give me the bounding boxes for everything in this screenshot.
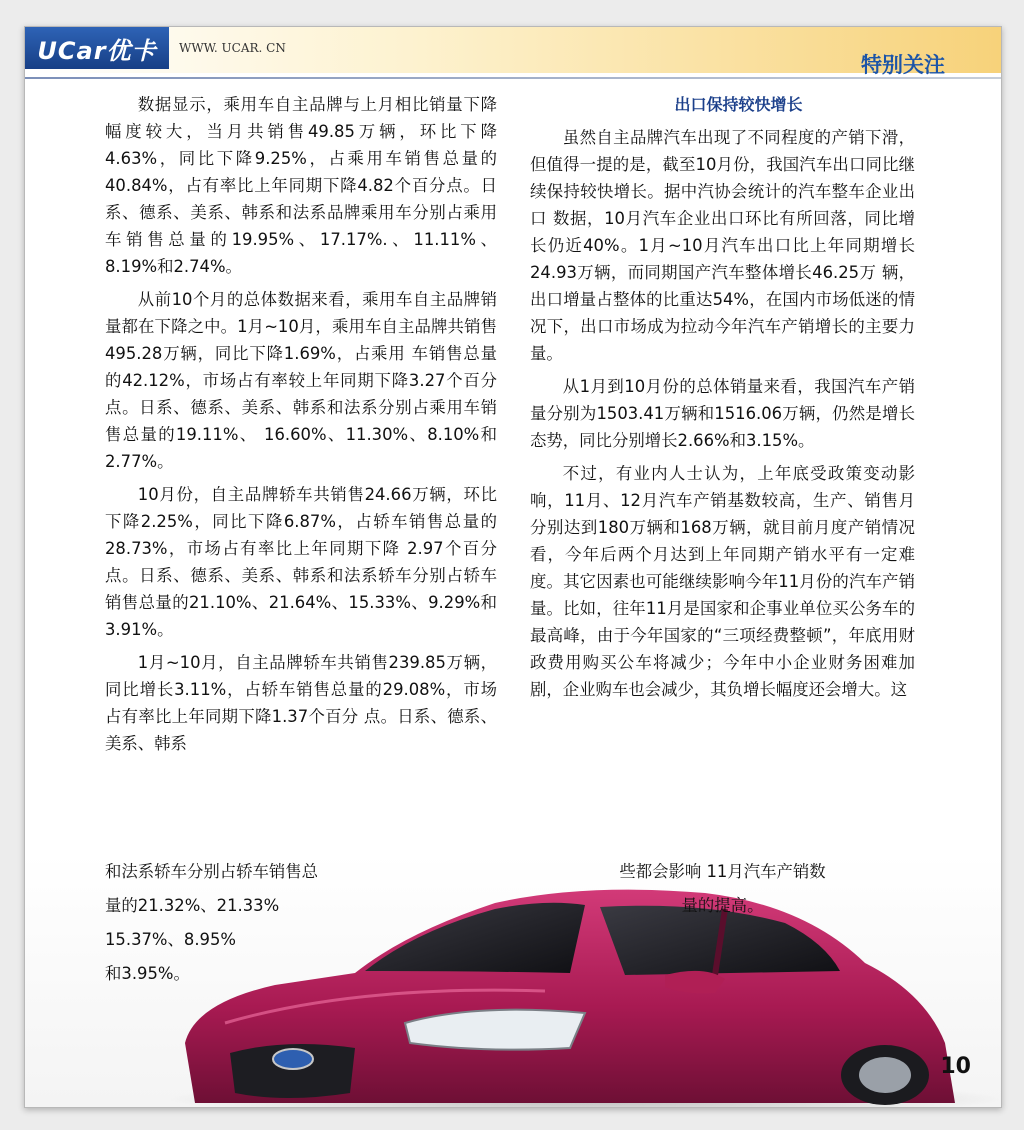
text-line: 和法系轿车分别占轿车销售总	[105, 862, 319, 881]
text-line: 些都会影响 11月汽车产销数	[619, 862, 826, 881]
header-bar	[25, 27, 1001, 73]
paragraph: 数据显示，乘用车自主品牌与上月相比销量下降幅度较大，当月共销售49.85万辆，环比下降4.63%，同比下降9.25%，占乘用车销售总量的 40.84%，占有率比上年同期下降4.82个百分点。日系、德系、美系、韩系和法系品牌乘用车分别占乘用车销售总量的19.95%、17.17%.、11.11%、8.19%和2.74%。	[105, 95, 497, 276]
right-column-tail	[530, 855, 915, 923]
car-headlight	[405, 1010, 585, 1050]
section-tag: 特别关注	[861, 53, 945, 77]
paragraph: 从1月到10月份的总体销量来看，我国汽车产销量分别为1503.41万辆和1516.06万辆，仍然是增长态势，同比分别增长2.66%和3.15%。	[530, 377, 915, 450]
text-line: 量的提高。	[681, 896, 764, 915]
page-number: 10	[940, 1054, 971, 1079]
paragraph: 从前10个月的总体数据来看，乘用车自主品牌销量都在下降之中。1月~10月，乘用车自主品牌共销售495.28万辆，同比下降1.69%，占乘用 车销售总量的42.12%，市场占有率较上年同期下降3.27个百分点。日系、德系、美系、韩系和法系分别占乘用车销售总量的19.11%、 16.60%、11.30%、8.10%和2.77%。	[105, 290, 497, 471]
paragraph: 1月~10月，自主品牌轿车共销售239.85万辆，同比增长3.11%，占轿车销售总量的29.08%，市场占有率比上年同期下降1.37个百分 点。日系、德系、美系、韩系	[105, 653, 497, 753]
header-divider	[25, 77, 1001, 79]
left-column-tail	[105, 855, 505, 991]
left-column	[105, 91, 497, 763]
text-line: 量的21.32%、21.33%	[105, 896, 280, 915]
section-heading: 出口保持较快增长	[674, 95, 803, 114]
site-url: WWW. UCAR. CN	[179, 41, 286, 55]
paragraph: 不过，有业内人士认为，上年底受政策变动影响，11月、12月汽车产销基数较高，生产、销售月分别达到180万辆和168万辆，就目前月度产销情况 看，今年后两个月达到上年同期产销水平有一定难度。其它因素也可能继续影响今年11月份的汽车产销量。比如，往年11月是国家和企事业单位买公务车的最高峰，由于今年国家的“三项经费整顿”，年底用财政费用购买公车将减少；今年中小企业财务困难加剧，企业购车也会减少，其负增长幅度还会增大。这	[530, 464, 915, 699]
car-badge	[273, 1049, 313, 1069]
paragraph: 10月份，自主品牌轿车共销售24.66万辆，环比下降2.25%，同比下降6.87%，占轿车销售总量的28.73%，市场占有率比上年同期下降 2.97个百分点。日系、德系、美系、韩系和法系轿车分别占轿车销售总量的21.10%、21.64%、15.33%、9.29%和3.91%。	[105, 485, 497, 639]
logo-text: UCar优卡	[37, 36, 157, 65]
magazine-page	[24, 26, 1002, 1108]
ucar-logo[interactable]	[25, 27, 169, 69]
right-column	[530, 91, 915, 709]
text-line: 和3.95%。	[105, 964, 190, 983]
paragraph: 虽然自主品牌汽车出现了不同程度的产销下滑，但值得一提的是，截至10月份，我国汽车出口同比继续保持较快增长。据中汽协会统计的汽车整车企业出口 数据，10月汽车企业出口环比有所回落，同比增长仍近40%。1月~10月汽车出口比上年同期增长24.93万辆，而同期国产汽车整体增长46.25万 辆，出口增量占整体的比重达54%，在国内市场低迷的情况下，出口市场成为拉动今年汽车产销增长的主要力量。	[530, 128, 915, 363]
text-line: 15.37%、8.95%	[105, 930, 236, 949]
